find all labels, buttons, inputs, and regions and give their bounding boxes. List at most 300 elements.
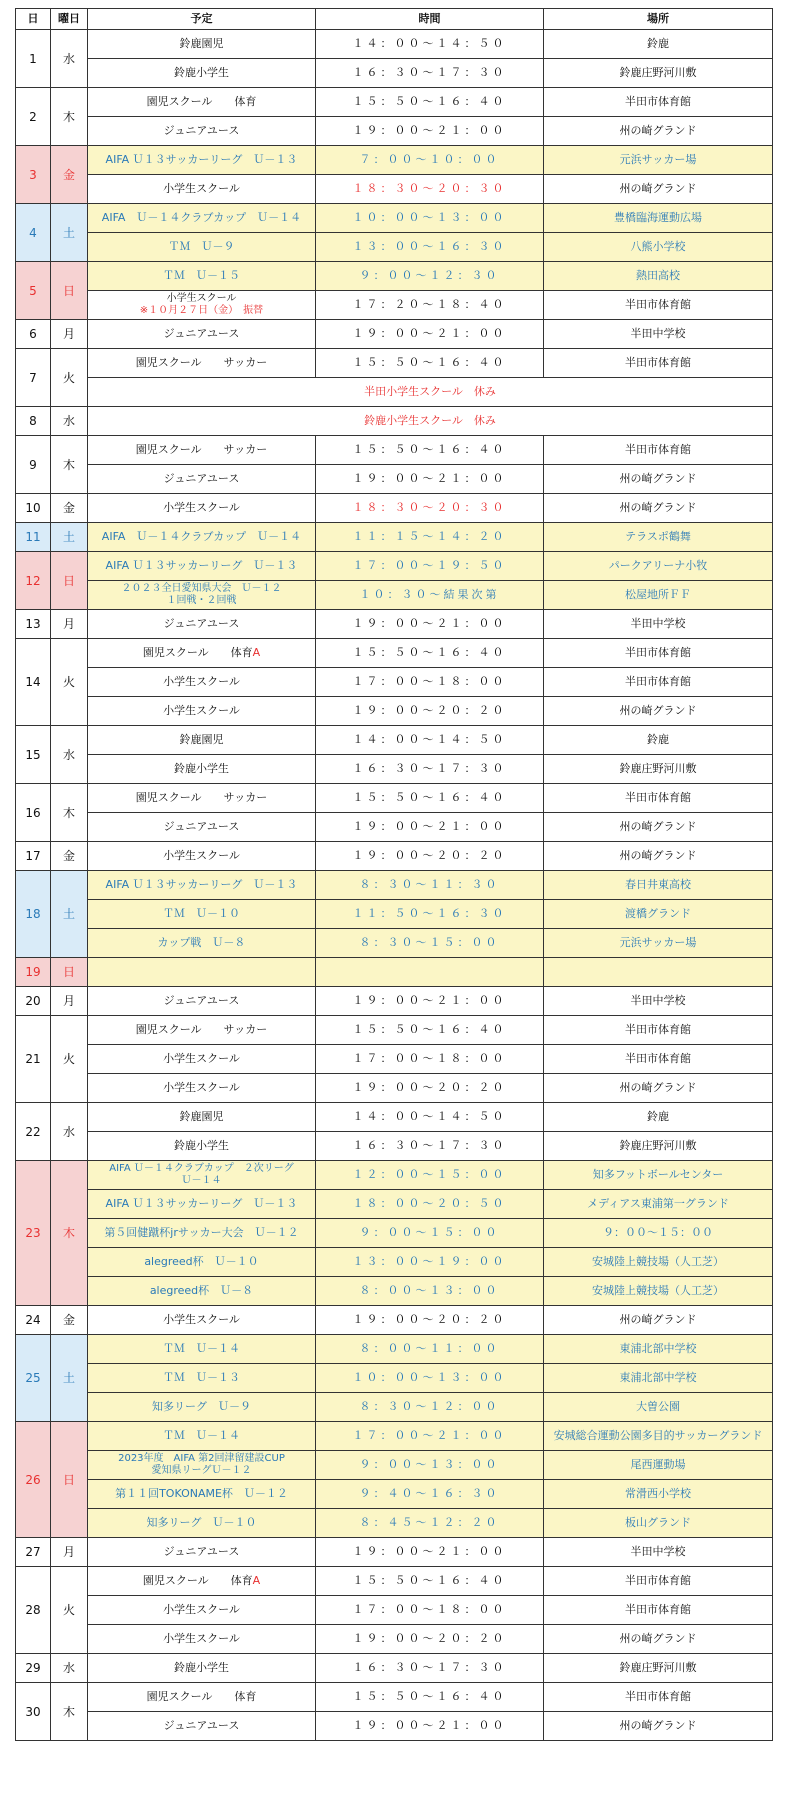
schedule-row bbox=[16, 1045, 773, 1074]
schedule-row bbox=[16, 291, 773, 320]
day-number: 26 bbox=[16, 1422, 51, 1538]
time-cell: １９：００～２１：００ bbox=[316, 813, 544, 842]
event-name: 2023年度 AIFA 第2回津留建設CUP bbox=[118, 1453, 285, 1464]
event-cell bbox=[88, 1132, 316, 1161]
place-cell: 尾西運動場 bbox=[544, 1451, 773, 1480]
place-cell: 半田市体育館 bbox=[544, 349, 773, 378]
schedule-row bbox=[16, 581, 773, 610]
day-number: 5 bbox=[16, 262, 51, 320]
event-name: 鈴鹿小学生 bbox=[174, 1139, 229, 1152]
schedule-row bbox=[16, 436, 773, 465]
event-name: 小学生スクール bbox=[163, 501, 240, 514]
event-name: 鈴鹿園児 bbox=[179, 733, 224, 746]
schedule-row bbox=[16, 349, 773, 378]
event-name: ジュニアユース bbox=[163, 994, 240, 1007]
event-cell bbox=[88, 784, 316, 813]
place-cell: 半田市体育館 bbox=[544, 1683, 773, 1712]
event-cell bbox=[88, 1190, 316, 1219]
event-name: ＴＭ Ｕ－１５ bbox=[163, 269, 240, 282]
event-cell bbox=[88, 697, 316, 726]
time-cell: １９：００～２１：００ bbox=[316, 320, 544, 349]
place-cell: 州の崎グランド bbox=[544, 1074, 773, 1103]
schedule-row bbox=[16, 958, 773, 987]
event-name: ＴＭ Ｕ－１３ bbox=[163, 1371, 240, 1384]
time-cell: １９：００～２０：２０ bbox=[316, 1306, 544, 1335]
schedule-row bbox=[16, 1132, 773, 1161]
schedule-row bbox=[16, 987, 773, 1016]
schedule-row bbox=[16, 842, 773, 871]
event-cell bbox=[88, 117, 316, 146]
time-cell: １４：００～１４：５０ bbox=[316, 726, 544, 755]
time-cell: １９：００～２１：００ bbox=[316, 610, 544, 639]
weekday: 土 bbox=[51, 204, 88, 262]
place-cell: パークアリーナ小牧 bbox=[544, 552, 773, 581]
time-cell: １５：５０～１６：４０ bbox=[316, 88, 544, 117]
event-cell bbox=[88, 146, 316, 175]
place-cell: 鈴鹿庄野河川敷 bbox=[544, 1654, 773, 1683]
place-cell: 州の崎グランド bbox=[544, 175, 773, 204]
weekday: 月 bbox=[51, 987, 88, 1016]
schedule-body bbox=[16, 30, 773, 1741]
event-cell bbox=[88, 1538, 316, 1567]
place-cell: 春日井東高校 bbox=[544, 871, 773, 900]
schedule-row bbox=[16, 610, 773, 639]
schedule-row bbox=[16, 1074, 773, 1103]
time-cell: ７：００～１０：００ bbox=[316, 146, 544, 175]
schedule-row bbox=[16, 494, 773, 523]
place-cell: 大曽公園 bbox=[544, 1393, 773, 1422]
schedule-row bbox=[16, 146, 773, 175]
event-cell bbox=[88, 929, 316, 958]
place-cell: 州の崎グランド bbox=[544, 813, 773, 842]
event-cell bbox=[88, 1045, 316, 1074]
schedule-row bbox=[16, 378, 773, 407]
weekday: 日 bbox=[51, 262, 88, 320]
event-cell bbox=[88, 1712, 316, 1741]
weekday: 水 bbox=[51, 407, 88, 436]
event-name-line2: １回戦・２回戦 bbox=[166, 595, 237, 606]
event-cell bbox=[88, 1219, 316, 1248]
time-cell: １０：００～１３：００ bbox=[316, 1364, 544, 1393]
place-cell: 鈴鹿庄野河川敷 bbox=[544, 59, 773, 88]
event-name: 知多リーグ Ｕ－９ bbox=[152, 1400, 251, 1413]
event-name: AIFA Ｕ－１４クラブカップ Ｕ－１４ bbox=[101, 211, 302, 224]
schedule-row bbox=[16, 1016, 773, 1045]
day-number: 19 bbox=[16, 958, 51, 987]
event-name: 鈴鹿園児 bbox=[179, 37, 224, 50]
event-name: ジュニアユース bbox=[163, 617, 240, 630]
event-name: ジュニアユース bbox=[163, 1545, 240, 1558]
event-cell bbox=[88, 1335, 316, 1364]
event-name: 園児スクール 体育 bbox=[142, 1574, 253, 1587]
event-name: 園児スクール サッカー bbox=[135, 1023, 268, 1036]
event-name: ジュニアユース bbox=[163, 327, 240, 340]
time-cell: １５：５０～１６：４０ bbox=[316, 1016, 544, 1045]
weekday: 火 bbox=[51, 1567, 88, 1654]
place-cell: 州の崎グランド bbox=[544, 842, 773, 871]
time-cell: ９：００～１５：００ bbox=[316, 1219, 544, 1248]
place-cell: 安城総合運動公園多目的サッカーグランド bbox=[544, 1422, 773, 1451]
day-number: 12 bbox=[16, 552, 51, 610]
event-cell bbox=[88, 552, 316, 581]
day-number: 3 bbox=[16, 146, 51, 204]
event-name: AIFA Ｕ１３サッカーリーグ Ｕ－１３ bbox=[105, 1197, 298, 1210]
event-cell bbox=[88, 436, 316, 465]
weekday: 土 bbox=[51, 523, 88, 552]
schedule-row bbox=[16, 233, 773, 262]
event-cell bbox=[88, 581, 316, 610]
weekday: 木 bbox=[51, 1683, 88, 1741]
schedule-row bbox=[16, 465, 773, 494]
event-name: カップ戦 Ｕ－８ bbox=[157, 936, 246, 949]
event-name: 園児スクール 体育 bbox=[142, 646, 253, 659]
day-number: 4 bbox=[16, 204, 51, 262]
place-cell: 元浜サッカー場 bbox=[544, 929, 773, 958]
schedule-row bbox=[16, 1306, 773, 1335]
time-cell: １８：００～２０：５０ bbox=[316, 1190, 544, 1219]
event-cell bbox=[88, 291, 316, 320]
weekday: 日 bbox=[51, 958, 88, 987]
schedule-row bbox=[16, 1161, 773, 1190]
schedule-row bbox=[16, 407, 773, 436]
schedule-row bbox=[16, 784, 773, 813]
event-name: 知多リーグ Ｕ－１０ bbox=[146, 1516, 257, 1529]
header-time: 時間 bbox=[316, 9, 544, 30]
header-event: 予定 bbox=[88, 9, 316, 30]
event-name: 園児スクール サッカー bbox=[135, 356, 268, 369]
schedule-row bbox=[16, 1451, 773, 1480]
day-number: 24 bbox=[16, 1306, 51, 1335]
place-cell: 半田市体育館 bbox=[544, 668, 773, 697]
place-cell: 豊橋臨海運動広場 bbox=[544, 204, 773, 233]
time-cell: １９：００～２１：００ bbox=[316, 117, 544, 146]
event-cell bbox=[88, 726, 316, 755]
weekday: 月 bbox=[51, 320, 88, 349]
event-cell bbox=[88, 1451, 316, 1480]
place-cell: 松屋地所ＦＦ bbox=[544, 581, 773, 610]
schedule-row bbox=[16, 1596, 773, 1625]
event-cell bbox=[88, 1625, 316, 1654]
schedule-row bbox=[16, 552, 773, 581]
time-cell: １４：００～１４：５０ bbox=[316, 1103, 544, 1132]
header-day: 日 bbox=[16, 9, 51, 30]
event-suffix: A bbox=[252, 646, 261, 659]
place-cell: 州の崎グランド bbox=[544, 117, 773, 146]
place-cell: 半田市体育館 bbox=[544, 1016, 773, 1045]
day-number: 20 bbox=[16, 987, 51, 1016]
event-cell bbox=[88, 1364, 316, 1393]
time-cell: １７：２０～１８：４０ bbox=[316, 291, 544, 320]
event-cell bbox=[88, 639, 316, 668]
weekday: 月 bbox=[51, 1538, 88, 1567]
time-cell: １７：００～２１：００ bbox=[316, 1422, 544, 1451]
time-cell: １６：３０～１７：３０ bbox=[316, 1132, 544, 1161]
weekday: 水 bbox=[51, 726, 88, 784]
event-name: ＴＭ Ｕ－１０ bbox=[163, 907, 240, 920]
event-cell bbox=[88, 204, 316, 233]
day-number: 22 bbox=[16, 1103, 51, 1161]
time-cell: ８：３０～１１：３０ bbox=[316, 871, 544, 900]
place-cell: 元浜サッカー場 bbox=[544, 146, 773, 175]
event-cell bbox=[88, 1596, 316, 1625]
weekday: 木 bbox=[51, 784, 88, 842]
event-name: AIFA Ｕ－１４クラブカップ Ｕ－１４ bbox=[101, 530, 302, 543]
event-cell bbox=[88, 1161, 316, 1190]
schedule-row bbox=[16, 175, 773, 204]
day-number: 13 bbox=[16, 610, 51, 639]
place-cell: 東浦北部中学校 bbox=[544, 1364, 773, 1393]
schedule-row bbox=[16, 1683, 773, 1712]
schedule-row bbox=[16, 1364, 773, 1393]
time-cell: １７：００～１８：００ bbox=[316, 668, 544, 697]
time-cell: １５：５０～１６：４０ bbox=[316, 436, 544, 465]
event-cell bbox=[88, 262, 316, 291]
schedule-row bbox=[16, 320, 773, 349]
event-name: AIFA Ｕ－１４クラブカップ ２次リーグ bbox=[109, 1163, 294, 1174]
weekday: 水 bbox=[51, 30, 88, 88]
event-name: ＴＭ Ｕ－１４ bbox=[163, 1429, 240, 1442]
event-name: ジュニアユース bbox=[163, 820, 240, 833]
time-cell: １５：５０～１６：４０ bbox=[316, 639, 544, 668]
time-cell: １９：００～２１：００ bbox=[316, 987, 544, 1016]
time-cell bbox=[316, 958, 544, 987]
event-name: alegreed杯 Ｕ－８ bbox=[149, 1284, 254, 1297]
schedule-row bbox=[16, 697, 773, 726]
time-cell: １６：３０～１７：３０ bbox=[316, 755, 544, 784]
event-note: ※１０月２７日（金） 振替 bbox=[139, 305, 264, 316]
time-cell: １６：３０～１７：３０ bbox=[316, 1654, 544, 1683]
event-name: ＴＭ Ｕ－１４ bbox=[163, 1342, 240, 1355]
schedule-row bbox=[16, 1219, 773, 1248]
time-cell: １９：００～２１：００ bbox=[316, 1712, 544, 1741]
event-name: 第１１回TOKONAME杯 Ｕ－１２ bbox=[115, 1487, 288, 1500]
day-number: 16 bbox=[16, 784, 51, 842]
day-number: 29 bbox=[16, 1654, 51, 1683]
schedule-row bbox=[16, 1248, 773, 1277]
event-cell bbox=[88, 59, 316, 88]
time-cell: １９：００～２０：２０ bbox=[316, 842, 544, 871]
event-name: ジュニアユース bbox=[163, 1719, 240, 1732]
place-cell: 半田市体育館 bbox=[544, 1567, 773, 1596]
weekday: 日 bbox=[51, 1422, 88, 1538]
event-cell bbox=[88, 1480, 316, 1509]
event-cell bbox=[88, 1683, 316, 1712]
event-name: 園児スクール 体育 bbox=[146, 95, 257, 108]
place-cell: 鈴鹿 bbox=[544, 1103, 773, 1132]
schedule-row bbox=[16, 1335, 773, 1364]
event-cell bbox=[88, 900, 316, 929]
event-name: AIFA Ｕ１３サッカーリーグ Ｕ－１３ bbox=[105, 153, 298, 166]
time-cell: １３：００～１９：００ bbox=[316, 1248, 544, 1277]
place-cell: 州の崎グランド bbox=[544, 697, 773, 726]
event-cell bbox=[88, 320, 316, 349]
schedule-row bbox=[16, 88, 773, 117]
schedule-row bbox=[16, 204, 773, 233]
schedule-row bbox=[16, 262, 773, 291]
event-name: 鈴鹿小学生 bbox=[174, 66, 229, 79]
event-name: 小学生スクール bbox=[163, 1052, 240, 1065]
schedule-row bbox=[16, 755, 773, 784]
weekday: 月 bbox=[51, 610, 88, 639]
time-cell: １７：００～１８：００ bbox=[316, 1045, 544, 1074]
day-number: 21 bbox=[16, 1016, 51, 1103]
event-name: 小学生スクール bbox=[163, 1603, 240, 1616]
event-suffix: A bbox=[252, 1574, 261, 1587]
day-number: 30 bbox=[16, 1683, 51, 1741]
day-number: 17 bbox=[16, 842, 51, 871]
time-cell: １１：１５～１４：２０ bbox=[316, 523, 544, 552]
time-cell: ８：４５～１２：２０ bbox=[316, 1509, 544, 1538]
event-cell bbox=[88, 1277, 316, 1306]
schedule-row bbox=[16, 1625, 773, 1654]
day-number: 9 bbox=[16, 436, 51, 494]
schedule-row bbox=[16, 1480, 773, 1509]
event-name: 小学生スクール bbox=[163, 1313, 240, 1326]
time-cell: １０：００～１３：００ bbox=[316, 204, 544, 233]
day-number: 10 bbox=[16, 494, 51, 523]
schedule-table bbox=[15, 8, 773, 1741]
schedule-row bbox=[16, 900, 773, 929]
day-number: 2 bbox=[16, 88, 51, 146]
event-name: AIFA Ｕ１３サッカーリーグ Ｕ－１３ bbox=[105, 559, 298, 572]
place-cell: 知多フットボールセンター bbox=[544, 1161, 773, 1190]
place-cell: 半田市体育館 bbox=[544, 88, 773, 117]
weekday: 水 bbox=[51, 1103, 88, 1161]
time-cell: ９：００～１３：００ bbox=[316, 1451, 544, 1480]
time-cell: １９：００～２０：２０ bbox=[316, 1625, 544, 1654]
event-name: 園児スクール 体育 bbox=[146, 1690, 257, 1703]
event-name: 小学生スクール bbox=[163, 1632, 240, 1645]
event-name: 鈴鹿小学生 bbox=[174, 1661, 229, 1674]
event-cell bbox=[88, 465, 316, 494]
time-cell: １３：００～１６：３０ bbox=[316, 233, 544, 262]
place-cell: 八熊小学校 bbox=[544, 233, 773, 262]
schedule-row bbox=[16, 1509, 773, 1538]
place-cell: 半田市体育館 bbox=[544, 1596, 773, 1625]
day-number: 25 bbox=[16, 1335, 51, 1422]
place-cell: ９：００～１５：００ bbox=[544, 1219, 773, 1248]
time-cell: １６：３０～１７：３０ bbox=[316, 59, 544, 88]
schedule-row bbox=[16, 1422, 773, 1451]
place-cell bbox=[544, 958, 773, 987]
day-number: 28 bbox=[16, 1567, 51, 1654]
schedule-row bbox=[16, 639, 773, 668]
event-cell bbox=[88, 871, 316, 900]
place-cell: 安城陸上競技場（人工芝） bbox=[544, 1277, 773, 1306]
day-number: 14 bbox=[16, 639, 51, 726]
schedule-row bbox=[16, 523, 773, 552]
day-number: 7 bbox=[16, 349, 51, 407]
event-cell bbox=[88, 1248, 316, 1277]
schedule-row bbox=[16, 871, 773, 900]
schedule-row bbox=[16, 929, 773, 958]
time-cell: １５：５０～１６：４０ bbox=[316, 349, 544, 378]
schedule-row bbox=[16, 1538, 773, 1567]
schedule-row bbox=[16, 117, 773, 146]
event-name: 小学生スクール bbox=[166, 293, 237, 304]
place-cell: 半田市体育館 bbox=[544, 784, 773, 813]
event-cell bbox=[88, 88, 316, 117]
weekday: 木 bbox=[51, 436, 88, 494]
schedule-row bbox=[16, 1567, 773, 1596]
weekday: 木 bbox=[51, 88, 88, 146]
event-cell bbox=[88, 1103, 316, 1132]
place-cell: 渡橋グランド bbox=[544, 900, 773, 929]
event-name: 第５回健蹴杯jrサッカー大会 Ｕ－１２ bbox=[104, 1226, 299, 1239]
weekday: 火 bbox=[51, 349, 88, 407]
day-number: 18 bbox=[16, 871, 51, 958]
weekday: 木 bbox=[51, 1161, 88, 1306]
event-name: 鈴鹿園児 bbox=[179, 1110, 224, 1123]
event-cell bbox=[88, 1422, 316, 1451]
header-weekday: 曜日 bbox=[51, 9, 88, 30]
event-cell bbox=[88, 1509, 316, 1538]
time-cell: １７：００～１８：００ bbox=[316, 1596, 544, 1625]
event-cell bbox=[88, 1074, 316, 1103]
weekday: 金 bbox=[51, 842, 88, 871]
weekday: 金 bbox=[51, 146, 88, 204]
event-name: 園児スクール サッカー bbox=[135, 443, 268, 456]
time-cell: １８：３０～２０：３０ bbox=[316, 494, 544, 523]
schedule-row bbox=[16, 30, 773, 59]
place-cell: 鈴鹿 bbox=[544, 30, 773, 59]
place-cell: 半田市体育館 bbox=[544, 639, 773, 668]
day-number: 11 bbox=[16, 523, 51, 552]
schedule-row bbox=[16, 1190, 773, 1219]
day-number: 27 bbox=[16, 1538, 51, 1567]
header-place: 場所 bbox=[544, 9, 773, 30]
event-cell bbox=[88, 494, 316, 523]
day-number: 8 bbox=[16, 407, 51, 436]
time-cell: １２：００～１５：００ bbox=[316, 1161, 544, 1190]
day-number: 23 bbox=[16, 1161, 51, 1306]
place-cell: 州の崎グランド bbox=[544, 465, 773, 494]
time-cell: １９：００～２０：２０ bbox=[316, 697, 544, 726]
time-cell: ８：３０～１５：００ bbox=[316, 929, 544, 958]
event-name-line2: Ｕ－１４ bbox=[181, 1175, 222, 1186]
weekday: 土 bbox=[51, 871, 88, 958]
event-name: 小学生スクール bbox=[163, 182, 240, 195]
place-cell: テラスポ鶴舞 bbox=[544, 523, 773, 552]
place-cell: 州の崎グランド bbox=[544, 1306, 773, 1335]
place-cell: 州の崎グランド bbox=[544, 494, 773, 523]
event-name: 小学生スクール bbox=[163, 704, 240, 717]
time-cell: ９：４０～１６：３０ bbox=[316, 1480, 544, 1509]
header-row bbox=[16, 9, 773, 30]
event-name: AIFA Ｕ１３サッカーリーグ Ｕ－１３ bbox=[105, 878, 298, 891]
event-cell bbox=[88, 523, 316, 552]
event-name: 小学生スクール bbox=[163, 849, 240, 862]
event-name: 小学生スクール bbox=[163, 675, 240, 688]
event-cell bbox=[88, 1306, 316, 1335]
event-cell bbox=[88, 1654, 316, 1683]
time-cell: １９：００～２１：００ bbox=[316, 465, 544, 494]
day-number: 6 bbox=[16, 320, 51, 349]
time-cell: １５：５０～１６：４０ bbox=[316, 1683, 544, 1712]
time-cell: １１：５０～１６：３０ bbox=[316, 900, 544, 929]
time-cell: １５：５０～１６：４０ bbox=[316, 1567, 544, 1596]
time-cell: １７：００～１９：５０ bbox=[316, 552, 544, 581]
event-name: ジュニアユース bbox=[163, 124, 240, 137]
place-cell: 半田中学校 bbox=[544, 1538, 773, 1567]
schedule-row bbox=[16, 59, 773, 88]
event-cell bbox=[88, 1393, 316, 1422]
event-cell bbox=[88, 987, 316, 1016]
time-cell: １８：３０～２０：３０ bbox=[316, 175, 544, 204]
place-cell: 鈴鹿庄野河川敷 bbox=[544, 1132, 773, 1161]
schedule-row bbox=[16, 1654, 773, 1683]
event-name: ２０２３全日愛知県大会 Ｕ－１２ bbox=[121, 583, 282, 594]
